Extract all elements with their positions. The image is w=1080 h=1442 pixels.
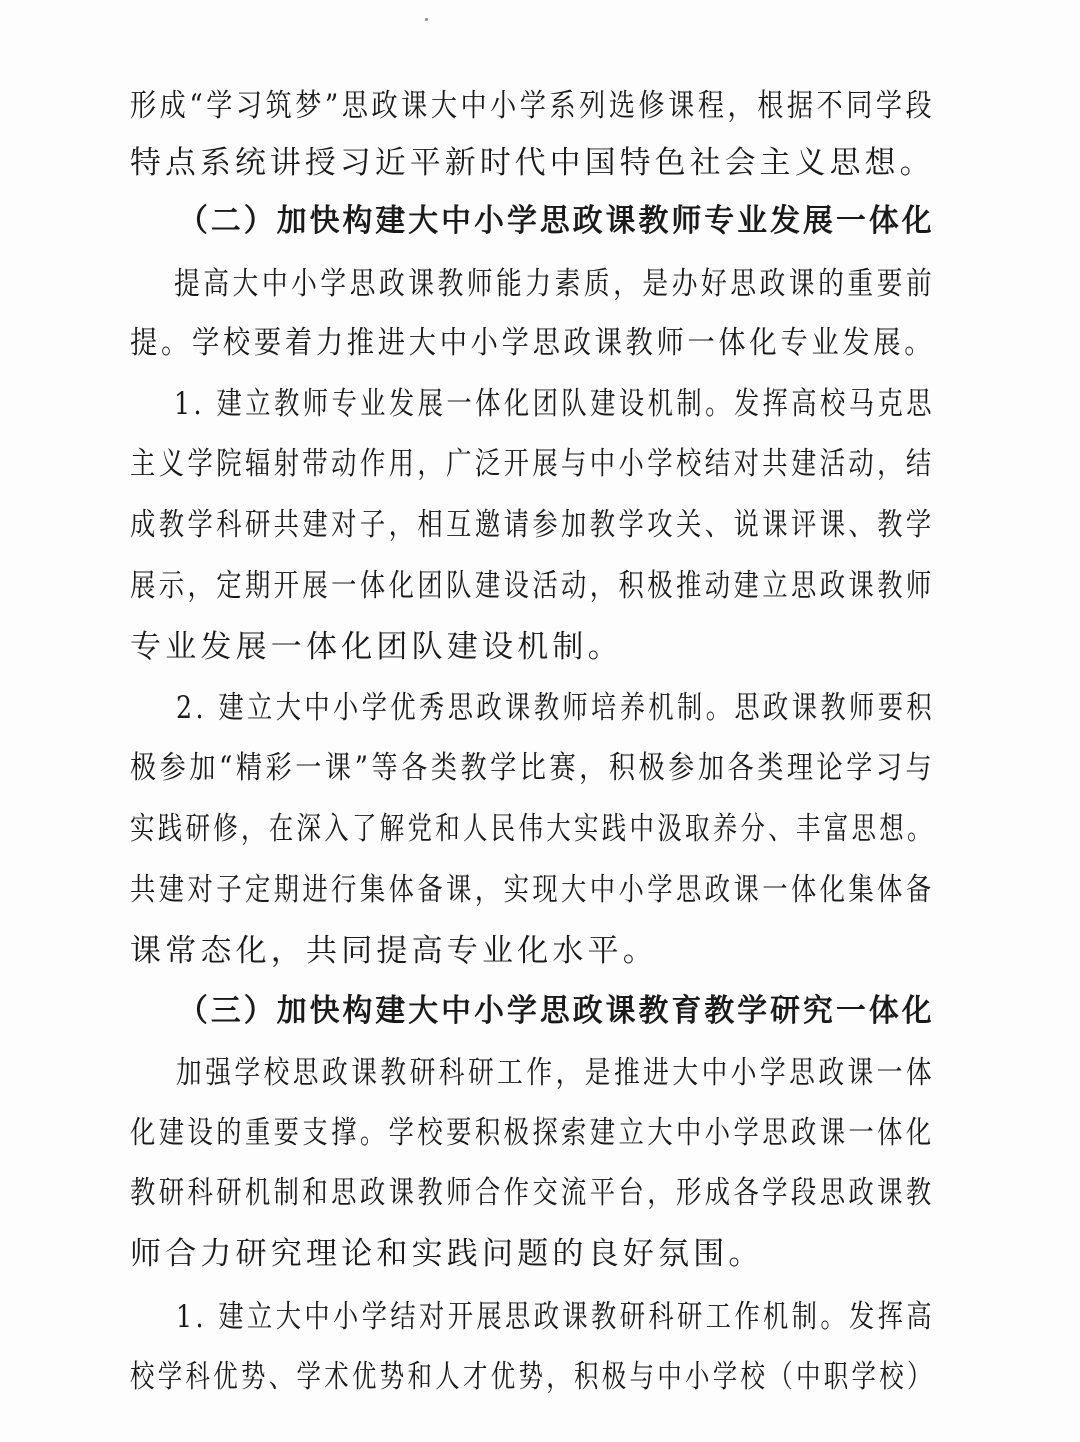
paragraph-line: 2. 建立大中小学优秀思政课教师培养机制。思政课教师要积 (176, 690, 936, 726)
paragraph-line: 提。学校要着力推进大中小学思政课教师一体化专业发展。 (130, 325, 936, 361)
paragraph-line: 极参加“精彩一课”等各类教学比赛，积极参加各类理论学习与 (130, 750, 936, 786)
paragraph-line: 提高大中小学思政课教师能力素质，是办好思政课的重要前 (174, 266, 936, 302)
scan-speck (425, 18, 428, 21)
paragraph-line: 成教学科研共建对子，相互邀请参加教学攻关、说课评课、教学 (130, 507, 935, 543)
section-heading: （三）加快构建大中小学思政课教育教学研究一体化 (178, 993, 935, 1029)
section-heading: （二）加快构建大中小学思政课教师专业发展一体化 (178, 203, 935, 239)
paragraph-line: 化建设的重要支撑。学校要积极探索建立大中小学思政课一体化 (130, 1115, 935, 1151)
paragraph-line: 特点系统讲授习近平新时代中国特色社会主义思想。 (130, 145, 935, 181)
paragraph-line: 1. 建立教师专业发展一体化团队建设机制。发挥高校马克思 (174, 386, 936, 422)
paragraph-line: 教研科研机制和思政课教师合作交流平台，形成各学段思政课教 (130, 1175, 935, 1211)
paragraph-line: 校学科优势、学术优势和人才优势，积极与中小学校（中职学校） (130, 1359, 935, 1395)
paragraph-line: 展示，定期开展一体化团队建设活动，积极推动建立思政课教师 (130, 568, 935, 604)
paragraph-line: 实践研修，在深入了解党和人民伟大实践中汲取养分、丰富思想。 (130, 811, 935, 847)
paragraph-line: 师合力研究理论和实践问题的良好氛围。 (130, 1236, 764, 1272)
paragraph-line: 专业发展一体化团队建设机制。 (130, 629, 623, 665)
paragraph-line: 课常态化，共同提高专业化水平。 (130, 933, 658, 969)
paragraph-line: 共建对子定期进行集体备课，实现大中小学思政课一体化集体备 (130, 872, 935, 908)
paragraph-line: 形成“学习筑梦”思政课大中小学系列选修课程，根据不同学段 (130, 88, 936, 124)
paragraph-line: 主义学院辐射带动作用，广泛开展与中小学校结对共建活动，结 (130, 446, 935, 482)
paragraph-line: 1. 建立大中小学结对开展思政课教研科研工作机制。发挥高 (176, 1299, 936, 1335)
paragraph-line: 加强学校思政课教研科研工作，是推进大中小学思政课一体 (176, 1055, 936, 1091)
